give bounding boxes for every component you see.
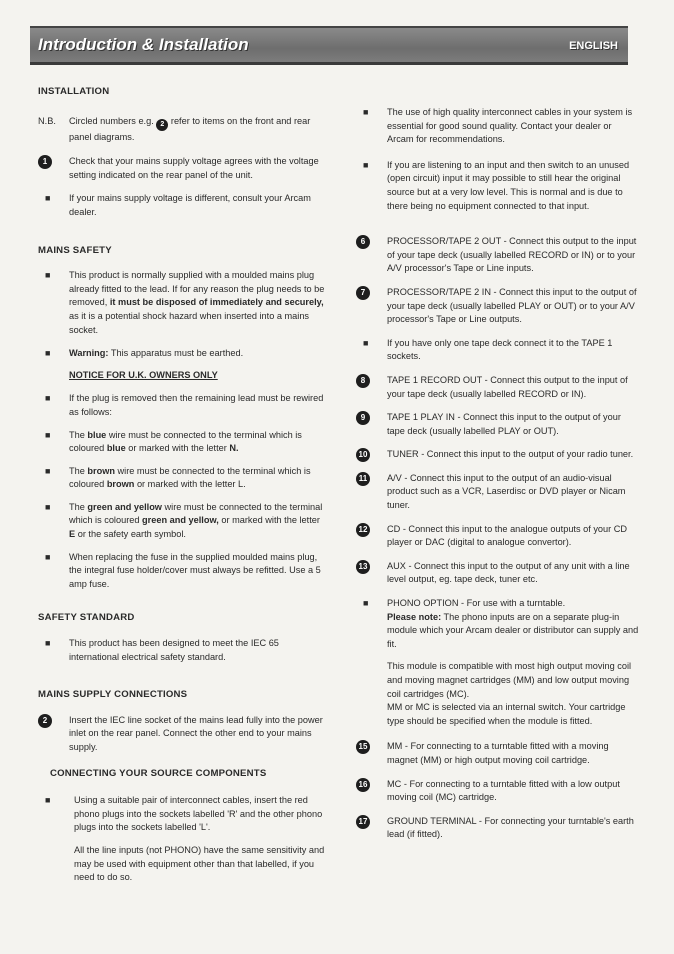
circled-number-icon: 17 [356,815,370,829]
circled-number-icon: 15 [356,740,370,754]
bullet-icon: ■ [363,337,369,348]
bullet-icon: ■ [45,795,51,806]
right-column [356,106,640,842]
list-item [356,159,640,213]
connecting-heading: CONNECTING YOUR SOURCE COMPONENTS [50,767,267,779]
bullet-icon: ■ [45,193,51,204]
language-label: ENGLISH [569,40,618,52]
item-11-text: A/V - Connect this input to the output of an audio-visual product such as a VCR, Laserdisc or DVD player or Nicam tuner. [387,472,626,511]
circled-number-icon: 13 [356,560,370,574]
bullet-icon: ■ [45,429,51,440]
circled-number-icon: 16 [356,778,370,792]
uk-notice-heading: NOTICE FOR U.K. OWNERS ONLY [69,369,218,380]
nb-label: N.B. [38,115,56,126]
item-7-text: PROCESSOR/TAPE 2 IN - Connect this input to the output of your tape deck (usually labelled PLAY or OUT) or to your A/V processor's Tape or Line outputs. [387,286,637,325]
bullet-icon: ■ [363,159,369,170]
bullet-icon: ■ [45,551,51,562]
item-2 [38,714,328,755]
list-item [38,551,328,592]
open-circuit-text: If you are listening to an input and then switch to an unused (open circuit) input it may possible to still hear the original source but at a very low level. This is normal and is due to there being no equipment connected to that input. [387,159,630,211]
item-17 [356,815,640,842]
circled-number-icon: 10 [356,448,370,462]
item-13 [356,560,640,587]
list-item [38,347,328,361]
list-item [356,106,640,147]
circled-number-icon: 2 [156,119,168,131]
brown-wire-text: The brown wire must be connected to the terminal which is coloured brown or marked with the letter L. [69,465,311,490]
plug-disposal-text: This product is normally supplied with a moulded mains plug already fitted to the lead. If for any reason the plug needs to be removed, it must be disposed of immediately and securely, as it is a potential shock hazard when inserted into a mains socket. [69,270,325,335]
voltage-note: If your mains supply voltage is different, consult your Arcam dealer. [69,193,311,217]
page-header [30,26,628,65]
bullet-icon: ■ [45,393,51,404]
line-inputs-text: All the line inputs (not PHONO) have the same sensitivity and may be used with equipment other than that labelled, if you need to do so. [74,844,325,883]
list-item [356,597,640,651]
list-item [38,269,328,337]
safety-standard-text: This product has been designed to meet the IEC 65 international electrical safety standard. [69,638,279,662]
item-10-text: TUNER - Connect this input to the output of your radio tuner. [387,449,634,460]
one-tape-text: If you have only one tape deck connect it to the TAPE 1 sockets. [387,337,613,362]
item-9-text: TAPE 1 PLAY IN - Connect this input to the output of your tape deck (usually labelled PLAY or OUT). [387,412,621,436]
mains-supply-heading: MAINS SUPPLY CONNECTIONS [38,689,188,701]
left-column [38,85,328,885]
bullet-icon: ■ [45,638,51,649]
rewire-text: If the plug is removed then the remaining lead must be rewired as follows: [69,393,324,417]
list-item [38,192,328,219]
item-15-text: MM - For connecting to a turntable fitted with a moving magnet (MM) or high output moving coil cartridge. [387,741,609,765]
page-title: Introduction & Installation [38,35,249,54]
module-text: This module is compatible with most high output moving coil and moving magnet cartridges (MM) and low output moving coil cartridges (MC). [387,661,632,699]
list-item [38,637,328,664]
list-item [38,429,328,456]
item-8 [356,374,640,401]
nb-text-a: Circled numbers e.g. [69,115,154,126]
item-10 [356,448,640,462]
phono-note-text: Please note: The phono inputs are on a separate plug-in module which your Arcam dealer or distributor can supply and fit. [387,611,639,649]
nb-note [38,115,328,145]
list-item [356,337,640,364]
item-12-text: CD - Connect this input to the analogue outputs of your CD player or DAC (digital to analogue convertor). [387,523,628,548]
bullet-icon: ■ [45,501,51,512]
bullet-icon: ■ [45,465,51,476]
item-12 [356,523,640,550]
bullet-icon: ■ [363,598,369,609]
item-8-text: TAPE 1 RECORD OUT - Connect this output to the input of your tape deck (usually labelled RECORD or IN). [387,374,628,399]
circled-number-icon: 8 [356,374,370,388]
circled-number-icon: 2 [38,714,52,728]
item-16-text: MC - For connecting to a turntable fitted with a low output moving coil (MC) cartridge. [387,778,620,803]
circled-number-icon: 11 [356,472,370,486]
list-item [38,465,328,492]
safety-standard-heading: SAFETY STANDARD [38,612,135,624]
list-item [38,392,328,419]
item-1 [38,155,328,182]
item-1-text: Check that your mains supply voltage agrees with the voltage setting indicated on the rear panel of the unit. [69,156,319,180]
bullet-icon: ■ [45,270,51,281]
circled-number-icon: 6 [356,235,370,249]
item-15 [356,740,640,767]
green-yellow-wire-text: The green and yellow wire must be connected to the terminal which is coloured green and yellow, or marked with the letter E or the safety earth symbol. [69,501,323,540]
item-9 [356,411,640,438]
nb-text-b: refer to items on the front and rear panel diagrams. [69,115,311,142]
phono-option-text: PHONO OPTION - For use with a turntable. [387,598,566,609]
warning-text: Warning: This apparatus must be earthed. [69,348,244,359]
installation-heading: INSTALLATION [38,86,110,97]
quality-cables-text: The use of high quality interconnect cables in your system is essential for good sound quality. Contact your dealer or Arcam for recommendations. [387,107,633,145]
list-item [38,794,328,835]
circled-number-icon: 1 [38,155,52,169]
item-2-text: Insert the IEC line socket of the mains lead fully into the power inlet on the rear panel. Connect the other end to your mains supply. [69,714,323,752]
fuse-text: When replacing the fuse in the supplied moulded mains plug, the integral fuse holder/cover must always be refitted. Use a 5 amp fuse. [69,551,321,589]
circled-number-icon: 12 [356,523,370,537]
item-6 [356,235,640,276]
item-6-text: PROCESSOR/TAPE 2 OUT - Connect this output to the input of your tape deck (usually labelled RECORD or IN) or to your A/V processor's Tape or Line inputs. [387,236,637,274]
item-16 [356,778,640,805]
blue-wire-text: The blue wire must be connected to the terminal which is coloured blue or marked with the letter N. [69,429,302,454]
item-17-text: GROUND TERMINAL - For connecting your turntable's earth lead (if fitted). [387,815,634,840]
circled-number-icon: 9 [356,411,370,425]
item-13-text: AUX - Connect this input to the output of any unit with a line level output, eg. tape deck, tuner etc. [387,560,630,585]
bullet-icon: ■ [363,107,369,117]
list-item [38,501,328,542]
mains-safety-heading: MAINS SAFETY [38,244,112,256]
bullet-icon: ■ [45,348,51,359]
connect-cables-text: Using a suitable pair of interconnect cables, insert the red phono plugs into the sockets labelled 'R' and the other phono plugs into the sockets labelled 'L'. [74,795,323,833]
item-7 [356,286,640,327]
mm-mc-text: MM or MC is selected via an internal switch. Your cartridge type should be specified when the module is fitted. [387,702,626,726]
item-11 [356,472,640,513]
circled-number-icon: 7 [356,286,370,300]
